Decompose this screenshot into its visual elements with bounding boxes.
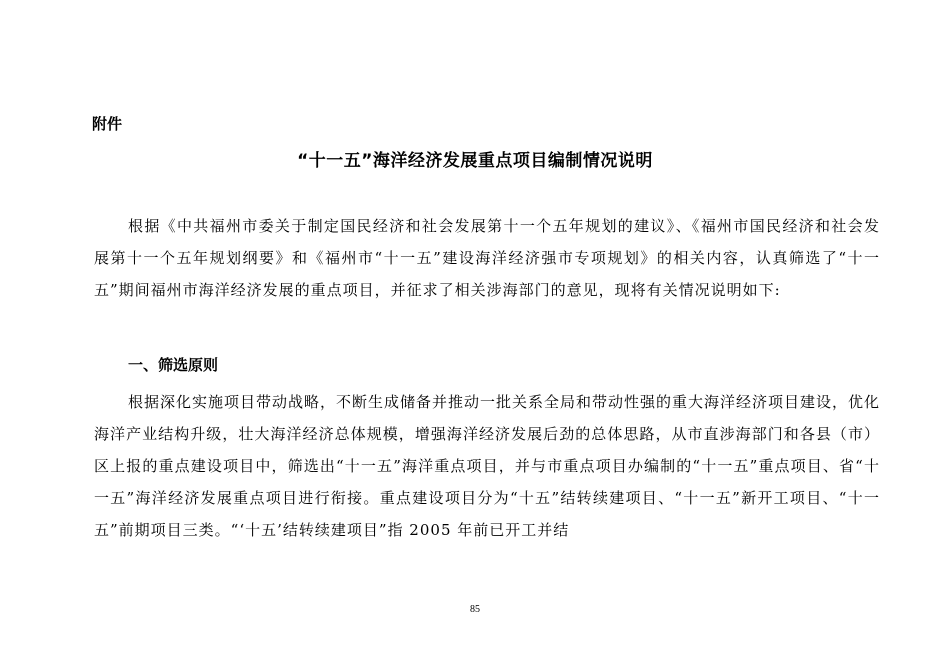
paragraph-screening-principles: 根据深化实施项目带动战略，不断生成储备并推动一批关系全局和带动性强的重大海洋经济项目建设，优化海洋产业结构升级，壮大海洋经济总体规模，增强海洋经济发展后劲的总体思路，从市直涉海部门和各县（市）区上报的重点建设项目中，筛选出“十一五”海洋重点项目，并与市重点项目办编制的“十一五”重点项目、省“十一五”海洋经济发展重点项目进行衔接。重点建设项目分为“十五”结转续建项目、“十一五”新开工项目、“十一五”前期项目三类。“‘十五’结转续建项目”指 2005 年前已开工并结 <box>94 393 881 539</box>
section-heading-screening-principles: 一、筛选原则 <box>128 356 219 374</box>
page-number: 85 <box>470 604 480 615</box>
attachment-label: 附件 <box>92 115 123 133</box>
paragraph-intro: 根据《中共福州市委关于制定国民经济和社会发展第十一个五年规划的建议》、《福州市国民经济和社会发展第十一个五年规划纲要》和《福州市“十一五”建设海洋经济强市专项规划》的相关内容，认真筛选了“十一五”期间福州市海洋经济发展的重点项目，并征求了相关涉海部门的意见，现将有关情况说明如下: <box>94 217 880 299</box>
document-title: “十一五”海洋经济发展重点项目编制情况说明 <box>297 151 653 171</box>
